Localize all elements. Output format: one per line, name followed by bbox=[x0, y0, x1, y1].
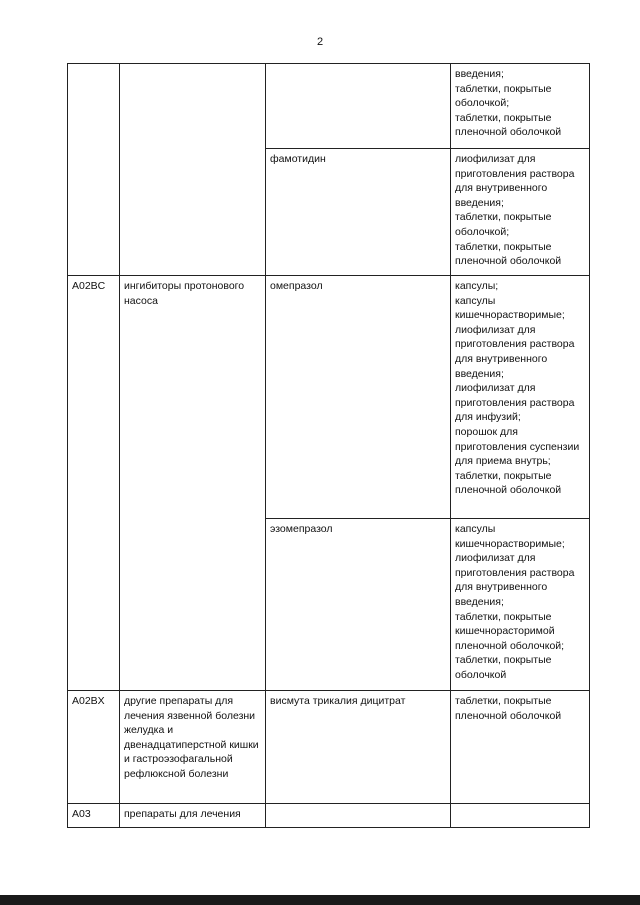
group-name-cell: ингибиторы протонового насоса bbox=[120, 276, 266, 691]
atc-code-cell bbox=[68, 64, 120, 276]
atc-code-cell: A02BX bbox=[68, 691, 120, 804]
substance-cell bbox=[266, 804, 451, 828]
table-row bbox=[68, 804, 590, 828]
substance-cell: омепразол bbox=[266, 276, 451, 519]
dosage-forms-cell: капсулы кишечнорастворимые; лиофилизат для приготовления раствора для внутривенного введения; таблетки, покрытые кишечнорасторимой пленочной оболочкой; таблетки, покрытые оболочкой bbox=[451, 519, 590, 691]
dosage-forms-cell: таблетки, покрытые пленочной оболочкой bbox=[451, 691, 590, 804]
dosage-forms-cell: введения; таблетки, покрытые оболочкой; таблетки, покрытые пленочной оболочкой bbox=[451, 64, 590, 149]
atc-code-cell: A02BC bbox=[68, 276, 120, 691]
dosage-forms-cell: лиофилизат для приготовления раствора для внутривенного введения; таблетки, покрытые оболочкой; таблетки, покрытые пленочной оболочкой bbox=[451, 149, 590, 276]
drug-table bbox=[67, 63, 590, 828]
substance-cell bbox=[266, 64, 451, 149]
substance-cell: висмута трикалия дицитрат bbox=[266, 691, 451, 804]
substance-cell: фамотидин bbox=[266, 149, 451, 276]
dosage-forms-cell: капсулы; капсулы кишечнорастворимые; лиофилизат для приготовления раствора для внутривенного введения; лиофилизат для приготовления раствора для инфузий; порошок для приготовления суспензии для приема внутрь; таблетки, покрытые пленочной оболочкой bbox=[451, 276, 590, 519]
table-row bbox=[68, 691, 590, 804]
substance-cell: эзомепразол bbox=[266, 519, 451, 691]
dosage-forms-cell bbox=[451, 804, 590, 828]
table-row bbox=[68, 276, 590, 519]
group-name-cell bbox=[120, 64, 266, 276]
group-name-cell: другие препараты для лечения язвенной болезни желудка и двенадцатиперстной кишки и гастроэзофагальной рефлюксной болезни bbox=[120, 691, 266, 804]
table-row bbox=[68, 64, 590, 149]
page-number: 2 bbox=[316, 36, 324, 48]
atc-code-cell: A03 bbox=[68, 804, 120, 828]
scan-edge bbox=[0, 895, 640, 905]
group-name-cell: препараты для лечения bbox=[120, 804, 266, 828]
